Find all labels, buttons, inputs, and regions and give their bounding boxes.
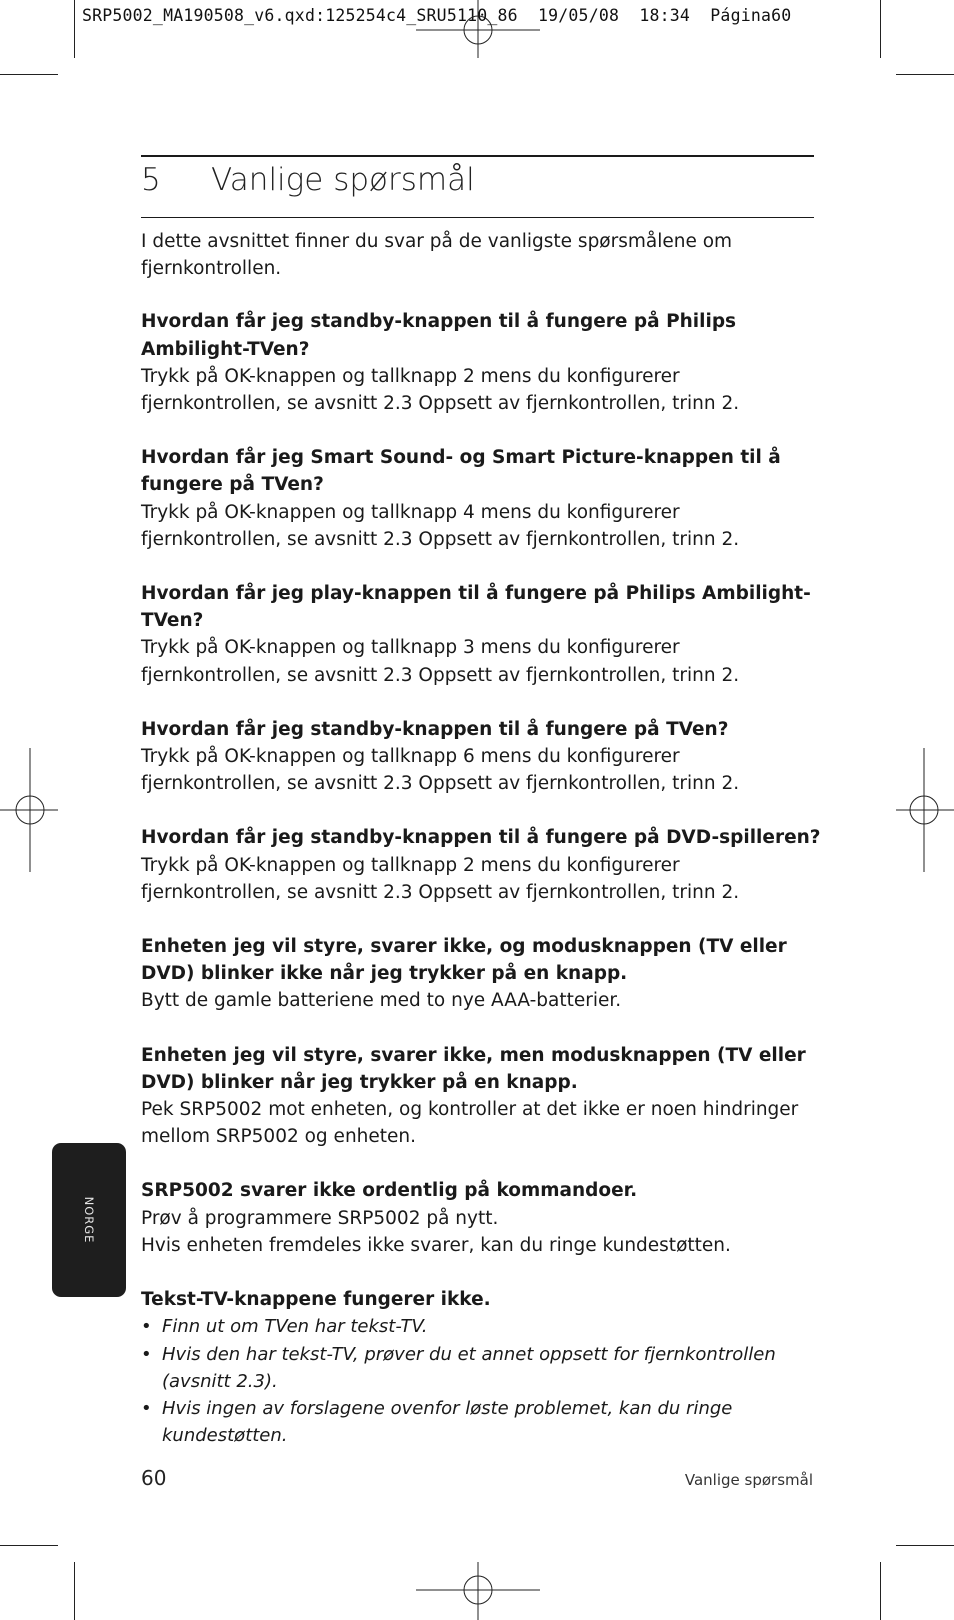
faq-item — [141, 444, 821, 553]
list-item: • Hvis den har tekst-TV, prøver du et annet oppsett for fjernkontrollen (avsnitt 2.3). — [141, 1341, 821, 1395]
language-tab-label: NORGE — [82, 1196, 96, 1244]
page-number: 60 — [141, 1466, 167, 1490]
faq-question: Enheten jeg vil styre, svarer ikke, men modusknappen (TV eller DVD) blinker når jeg trykker på en knapp. — [141, 1044, 806, 1093]
faq-answer-line: Prøv å programmere SRP5002 på nytt. — [141, 1207, 499, 1229]
bullet-list — [141, 1313, 821, 1449]
crop-mark — [880, 1562, 881, 1620]
crop-mark — [0, 1545, 58, 1546]
faq-answer-line: Bytt de gamle batteriene med to nye AAA-batterier. — [141, 990, 622, 1012]
chapter-heading — [141, 162, 475, 198]
chapter-number: 5 — [141, 162, 161, 198]
faq-question: SRP5002 svarer ikke ordentlig på kommandoer. — [141, 1180, 638, 1202]
registration-mark-icon — [894, 748, 954, 872]
faq-answer-line: Trykk på OK-knappen og tallknapp 4 mens du konfigurerer — [141, 501, 680, 523]
registration-mark-icon — [416, 0, 540, 60]
crop-mark — [896, 1545, 954, 1546]
chapter-title: Vanlige spørsmål — [211, 162, 475, 198]
faq-item — [141, 1177, 821, 1259]
faq-item — [141, 1042, 821, 1151]
faq-answer-line: fjernkontrollen, se avsnitt 2.3 Oppsett av fjernkontrollen, trinn 2. — [141, 664, 740, 686]
faq-question: Hvordan får jeg standby-knappen til å fungere på Philips Ambilight-TVen? — [141, 311, 737, 360]
crop-mark — [896, 74, 954, 75]
registration-mark-icon — [0, 748, 60, 872]
faq-item-teletext — [141, 1286, 821, 1449]
faq-question: Tekst-TV-knappene fungerer ikke. — [141, 1289, 491, 1311]
faq-answer-line: Trykk på OK-knappen og tallknapp 6 mens du konfigurerer — [141, 746, 680, 768]
faq-answer-line: fjernkontrollen, se avsnitt 2.3 Oppsett av fjernkontrollen, trinn 2. — [141, 528, 740, 550]
faq-answer-line: Hvis enheten fremdeles ikke svarer, kan du ringe kundestøtten. — [141, 1234, 731, 1256]
crop-mark — [74, 0, 75, 58]
faq-answer-line: Pek SRP5002 mot enheten, og kontroller at det ikke er noen hindringer mellom SRP5002 og enheten. — [141, 1099, 799, 1148]
intro-paragraph: I dette avsnittet finner du svar på de vanligste spørsmålene om fjernkontrollen. — [141, 231, 733, 280]
crop-mark — [74, 1562, 75, 1620]
faq-item — [141, 716, 821, 798]
faq-item — [141, 933, 821, 1015]
faq-item — [141, 580, 821, 689]
list-item: • Finn ut om TVen har tekst-TV. — [141, 1313, 821, 1340]
faq-answer-line: Trykk på OK-knappen og tallknapp 2 mens du konfigurerer — [141, 365, 680, 387]
registration-mark-icon — [416, 1560, 540, 1620]
faq-question: Hvordan får jeg standby-knappen til å fungere på TVen? — [141, 718, 729, 740]
faq-answer-line: fjernkontrollen, se avsnitt 2.3 Oppsett av fjernkontrollen, trinn 2. — [141, 881, 740, 903]
faq-question: Enheten jeg vil styre, svarer ikke, og modusknappen (TV eller DVD) blinker ikke når jeg trykker på en knapp. — [141, 936, 787, 985]
faq-content — [141, 228, 821, 1476]
faq-answer-line: fjernkontrollen, se avsnitt 2.3 Oppsett av fjernkontrollen, trinn 2. — [141, 393, 740, 415]
running-footer: Vanlige spørsmål — [684, 1471, 813, 1489]
faq-answer-line: fjernkontrollen, se avsnitt 2.3 Oppsett av fjernkontrollen, trinn 2. — [141, 773, 740, 795]
faq-question: Hvordan får jeg standby-knappen til å fungere på DVD-spilleren? — [141, 827, 821, 849]
faq-answer-line: Trykk på OK-knappen og tallknapp 3 mens du konfigurerer — [141, 637, 680, 659]
faq-question: Hvordan får jeg play-knappen til å fungere på Philips Ambilight-TVen? — [141, 583, 811, 632]
faq-answer-line: Trykk på OK-knappen og tallknapp 2 mens du konfigurerer — [141, 854, 680, 876]
faq-item — [141, 824, 821, 906]
printer-slug: SRP5002_MA190508_v6.qxd:125254c4_SRU5110_86 19/05/08 18:34 Página60 — [82, 6, 792, 25]
list-item: • Hvis ingen av forslagene ovenfor løste problemet, kan du ringe kundestøtten. — [141, 1395, 821, 1449]
crop-mark — [0, 74, 58, 75]
crop-mark — [880, 0, 881, 58]
faq-item — [141, 308, 821, 417]
heading-rule-bottom — [141, 217, 814, 218]
heading-rule-top — [141, 155, 814, 157]
language-tab — [52, 1143, 126, 1297]
faq-question: Hvordan får jeg Smart Sound- og Smart Picture-knappen til å fungere på TVen? — [141, 447, 781, 496]
